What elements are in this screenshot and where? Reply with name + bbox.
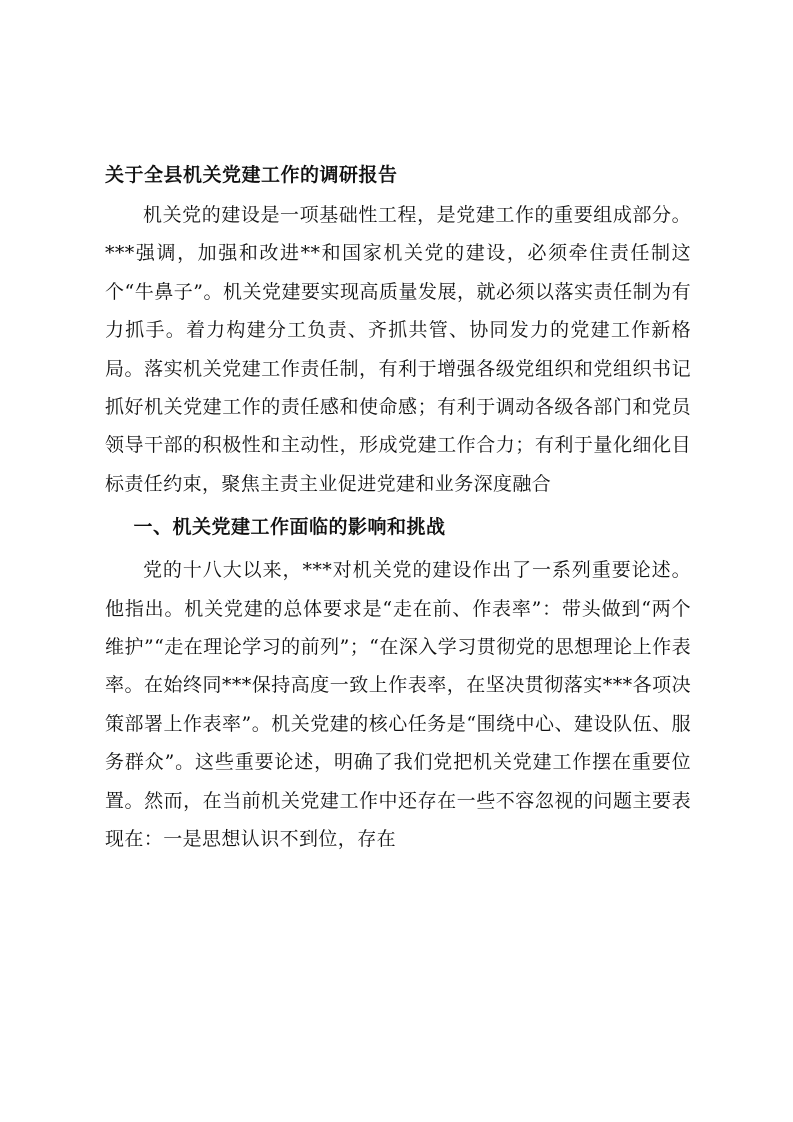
section-paragraph: 党的十八大以来，***对机关党的建设作出了一系列重要论述。他指出。机关党建的总体要求是“走在前、作表率”：带头做到“两个维护”“走在理论学习的前列”；“在深入学习贯彻党的思想理论上作表率。在始终同***保持高度一致上作表率，在坚决贯彻落实***各项决策部署上作表率”。机关党建的核心任务是“围绕中心、建设队伍、服务群众”。这些重要论述，明确了我们党把机关党建工作摆在重要位置。然而，在当前机关党建工作中还存在一些不容忽视的问题主要表现在：一是思想认识不到位，存在 — [105, 559, 691, 851]
document-title: 关于全县机关党建工作的调研报告 — [105, 164, 398, 186]
intro-paragraph: 机关党的建设是一项基础性工程，是党建工作的重要组成部分。***强调，加强和改进**和国家机关党的建设，必须牵住责任制这个“牛鼻子”。机关党建要实现高质量发展，就必须以落实责任制为有力抓手。着力构建分工负责、齐抓共管、协同发力的党建工作新格局。落实机关党建工作责任制，有利于增强各级党组织和党组织书记抓好机关党建工作的责任感和使命感；有利于调动各级各部门和党员领导干部的积极性和主动性，形成党建工作合力；有利于量化细化目标责任约束，聚焦主责主业促进党建和业务深度融合 — [105, 204, 691, 495]
section-heading: 一、机关党建工作面临的影响和挑战 — [133, 516, 446, 539]
document-page — [105, 157, 691, 859]
